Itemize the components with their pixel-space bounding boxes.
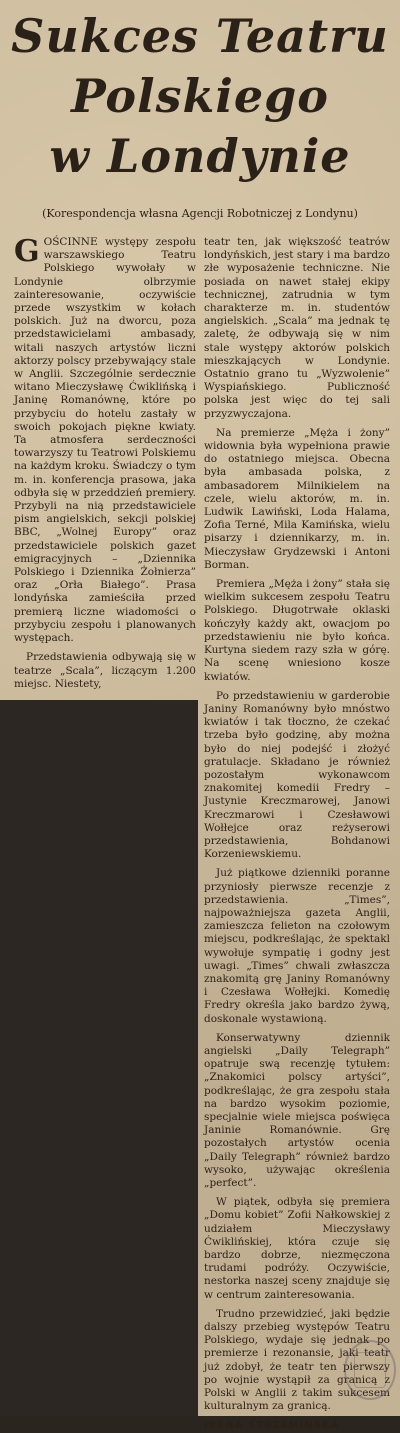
right-column: [204, 236, 390, 1432]
right-paragraph-3: Premiera „Męża i żony” stała się wielkim sukcesem zespołu Teatru Polskiego. Długotrwałe oklaski kończyły każdy akt, owacjom po przedstawieniu nie było końca. Kurtyna siedem razy szła w górę. Na scenę wniesiono kosze kwiatów.: [204, 578, 390, 683]
right-paragraph-2: Na premierze „Męża i żony” widownia była wypełniona prawie do ostatniego miejsca. Obecna była ambasada polska, z ambasadorem Milnikielem na czele, wielu aktorów, m. in. Ludwik Lawiński, Loda Halama, Zofia Terné, Mila Kamińska, wielu pisarzy i dziennikarzy, m. in. Mieczysław Grydzewski i Antoni Borman.: [204, 426, 390, 571]
headline-line-3: w Londynie: [49, 129, 351, 183]
left-paragraph-2: Przedstawienia odbywają się w teatrze „Scala”, liczącym 1.200 miejsc. Niestety,: [14, 651, 196, 690]
author-signature: IRENA STRZEMIŃSKA: [204, 1420, 340, 1432]
left-paragraph-1: [14, 236, 196, 645]
right-paragraph-8: Trudno przewidzieć, jaki będzie dalszy przebieg występów Teatru Polskiego, wydaje się jednak po premierze i rezonansie, jaki teatr już zdobył, że teatr ten pierwszy po wojnie wystąpił za granicą z Polski w Anglii z takim sukcesem kulturalnym za granicą.: [204, 1307, 390, 1413]
headline: [0, 6, 400, 186]
dark-background-area: [0, 700, 198, 1416]
left-paragraph-1-text: OŚCINNE występy zespołu warszawskiego Teatru Polskiego wywołały w Londynie olbrzymie zainteresowanie, oczywiście przede wszystkim w kołach polskich. Już na dworcu, poza przedstawicielami ambasady, witali naszych artystów liczni aktorzy polscy przebywający stale w Anglii. Szczególnie serdecznie witano Mieczysławę Ćwiklińską i Janinę Romanównę, które po przybyciu do hotelu zastały w swoich pokojach piękne kwiaty. Ta atmosfera serdeczności towarzyszy tu Teatrowi Polskiemu na każdym kroku. Świadczy o tym m. in. konferencja prasowa, jaka odbyła się w przeddzień premiery. Przybyli na nią przedstawiciele pism angielskich, sekcji polskiej BBC, „Wolnej Europy” oraz przedstawiciele polskich gazet emigracyjnych – „Dziennika Polskiego i Dziennika Żołnierza” oraz „Orła Białego”. Prasa londyńska zamieściła przed premierą liczne wiadomości o przybyciu zespołu i planowanych występach.: [14, 236, 196, 645]
headline-line-2: Polskiego: [71, 69, 329, 123]
left-column: [14, 236, 196, 688]
right-paragraph-4: Po przedstawieniu w garderobie Janiny Romanówny było mnóstwo kwiatów i tak tłoczno, że czekać trzeba było godzinę, aby można było do niej podejść i złożyć gratulacje. Składano je również pozostałym wykonawcom znakomitej komedii Fredry – Justynie Kreczmarowej, Janowi Kreczmarowi i Czesławowi Wołłejce oraz reżyserowi przedstawienia, Bohdanowi Korzeniewskiemu.: [204, 689, 390, 861]
dropcap: G: [14, 234, 40, 269]
headline-line-1: Sukces Teatru: [11, 9, 389, 63]
right-paragraph-6: Konserwatywny dziennik angielski „Daily Telegraph” opatruje swą recenzję tytułem: „Znakomici polscy artyści”, podkreślając, że gra zespołu stała na bardzo wysokim poziomie, specjalnie wiele miejsca poświęca Janinie Romanównie. Grę pozostałych artystów ocenia „Daily Telegraph” również bardzo wysoko, używając określenia „perfect”.: [204, 1031, 390, 1190]
right-paragraph-5: Już piątkowe dzienniki poranne przyniosły pierwsze recenzje z przedstawienia. „Times”, najpoważniejsza gazeta Anglii, zamieszcza felieton na czołowym miejscu, podkreślając, że spektakl wywołuje sympatię i godny jest uwagi. „Times” chwali zwłaszcza znakomitą grę Janiny Romanówny i Czesława Wołłejki. Komedię Fredry określa jako bardzo żywą, doskonale wystawioną.: [204, 867, 390, 1025]
archive-stamp: [344, 1340, 396, 1400]
subtitle: (Korespondencja własna Agencji Robotniczej z Londynu): [42, 207, 358, 220]
right-paragraph-1: teatr ten, jak większość teatrów londyńskich, jest stary i ma bardzo złe wyposażenie techniczne. Nie posiada on nawet stałej ekipy technicznej, zatrudnia w tym charakterze m. in. studentów angielskich. „Scala” ma jednak tę zaletę, że odbywają się w nim stale występy aktorów polskich mieszkających w Londynie. Ostatnio grano tu „Wyzwolenie” Wyspiańskiego. Publiczność polska jest więc do tej sali przyzwyczajona.: [204, 236, 390, 420]
right-paragraph-7: W piątek, odbyła się premiera „Domu kobiet” Zofii Nałkowskiej z udziałem Mieczysławy Ćwiklińskiej, która czuje się bardzo dobrze, niezmęczona trudami podróży. Oczywiście, nestorka naszej sceny znajduje się w centrum zainteresowania.: [204, 1196, 390, 1301]
